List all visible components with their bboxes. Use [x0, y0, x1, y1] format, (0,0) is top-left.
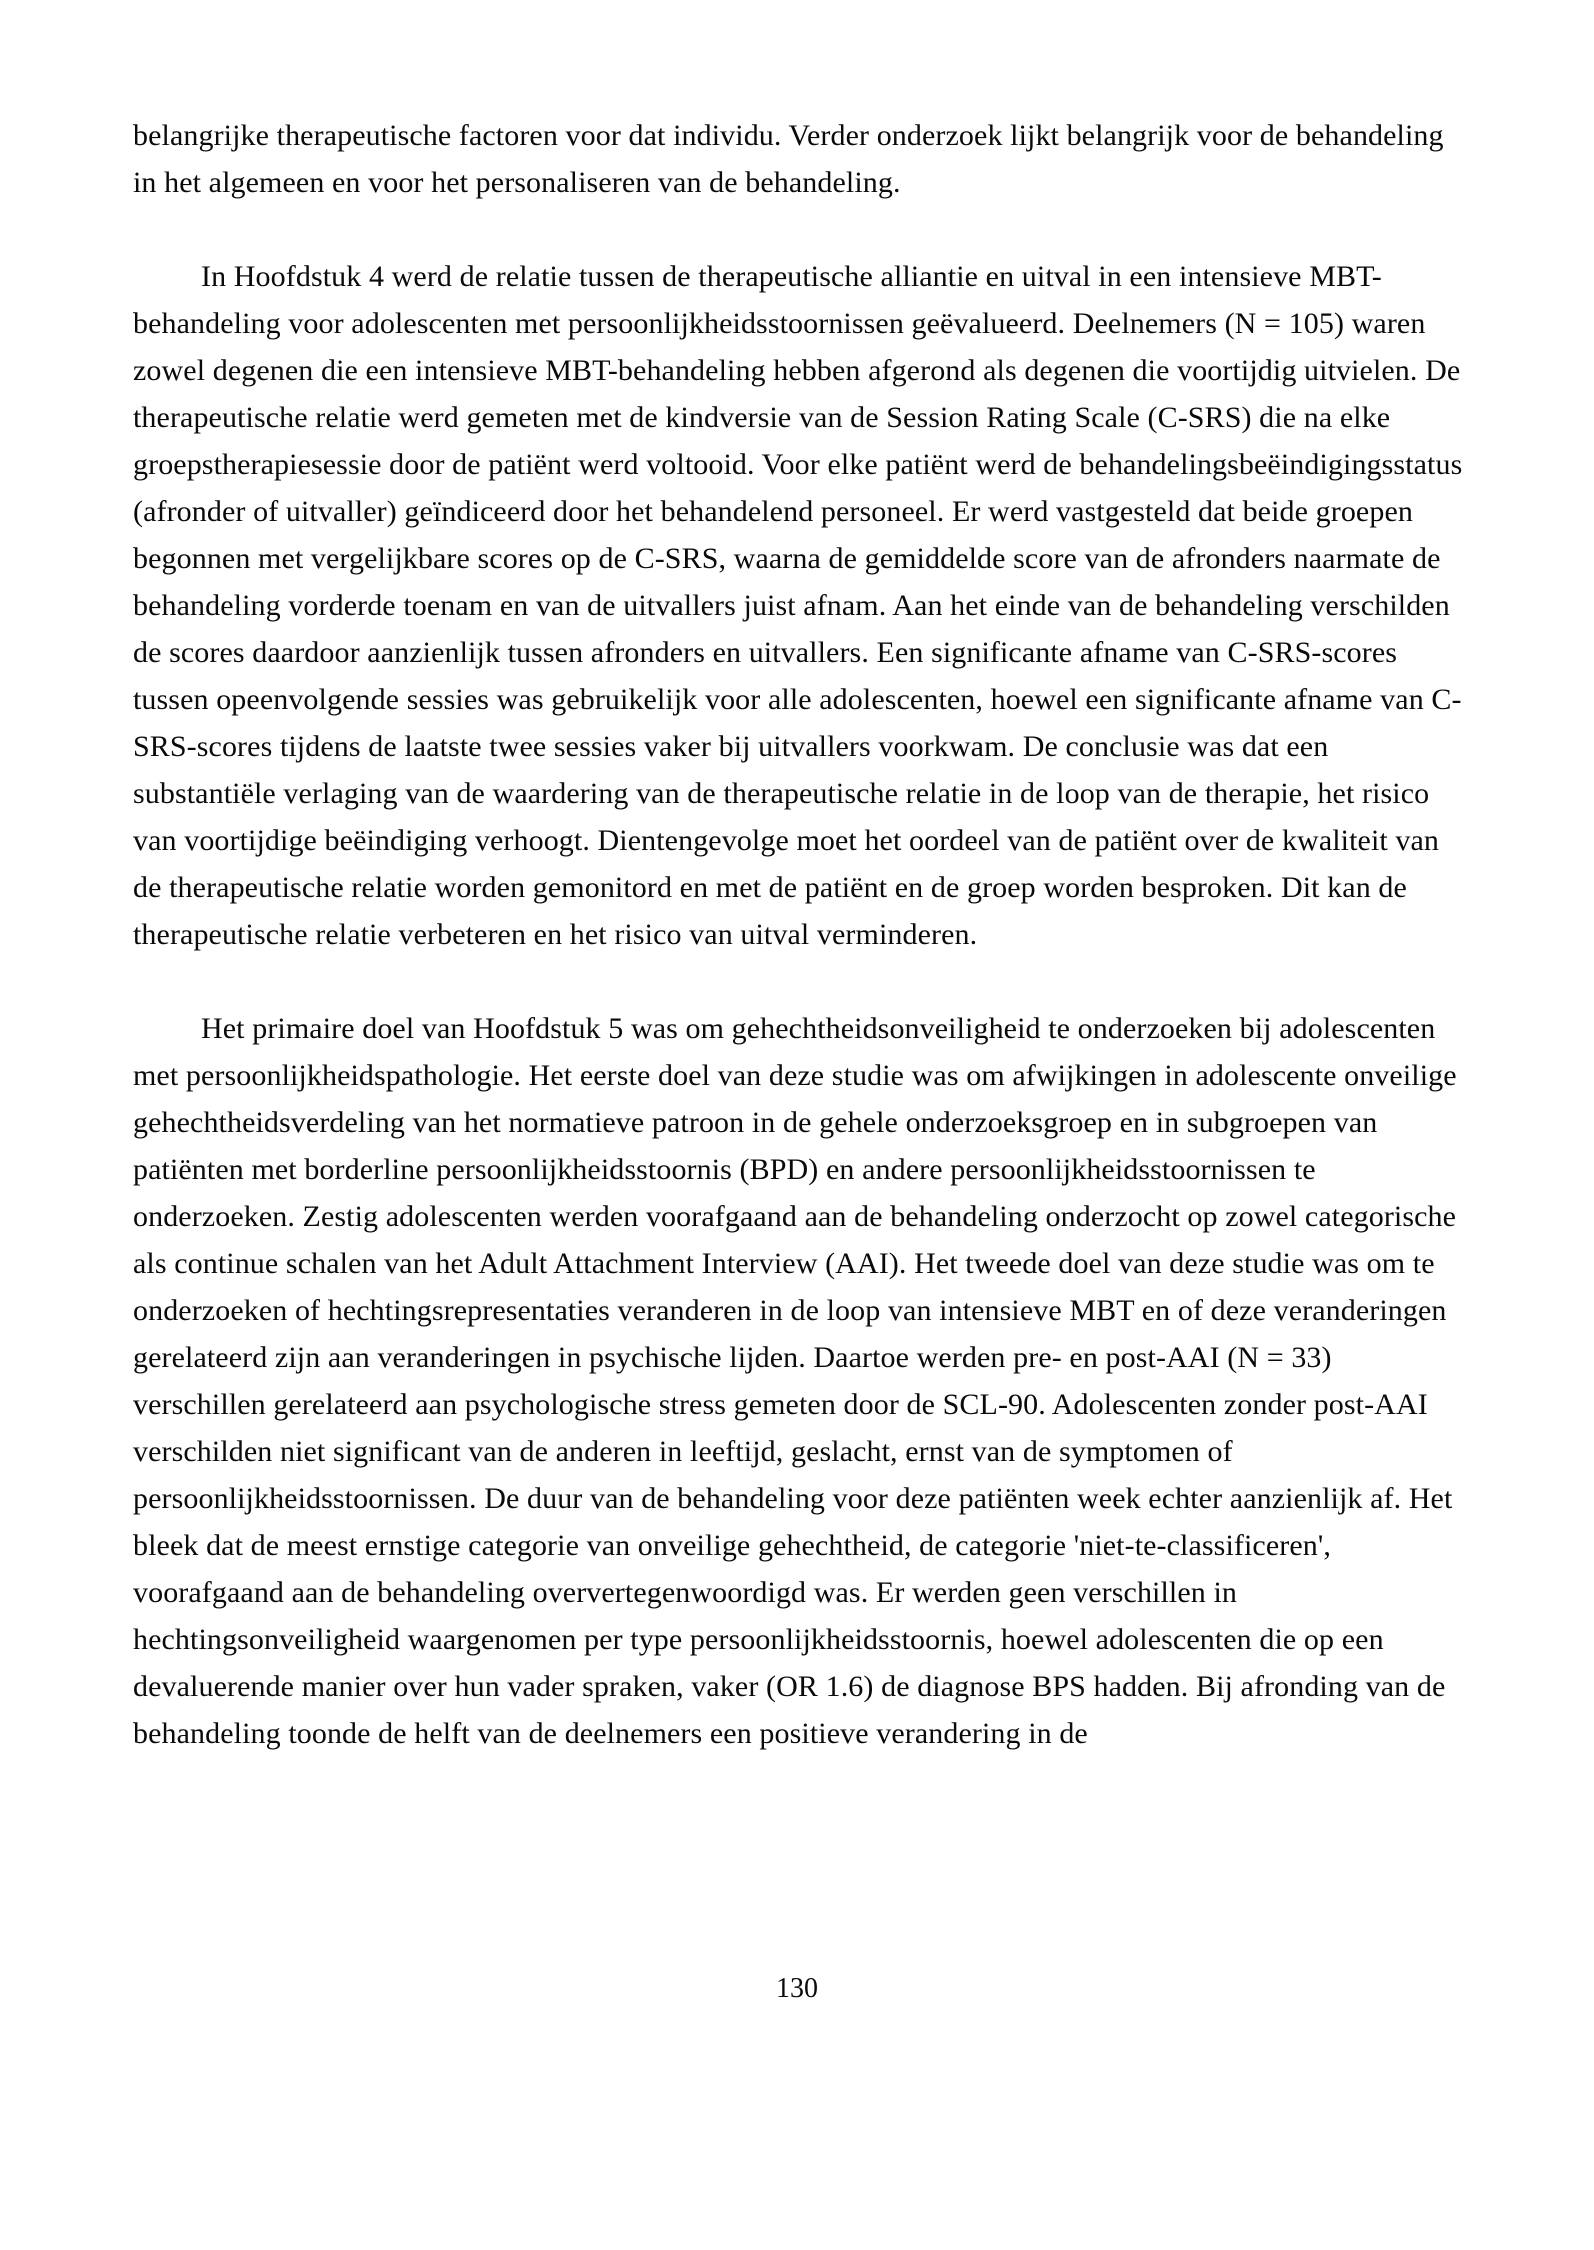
page-number: 130 — [776, 1973, 818, 2004]
paragraph-continuation: belangrijke therapeutische factoren voor dat individu. Verder onderzoek lijkt belangrijk voor de behandeling in het algemeen en voor het personaliseren van de behandeling. — [133, 119, 1444, 199]
paragraph-hoofdstuk-4: In Hoofdstuk 4 werd de relatie tussen de therapeutische alliantie en uitval in een intensieve MBT-behandeling voor adolescenten met persoonlijkheidsstoornissen geëvalueerd. Deelnemers (N = 105) waren zowel degenen die een intensieve MBT-behandeling hebben afgerond als degenen die voortijdig uitvielen. De therapeutische relatie werd gemeten met de kindversie van de Session Rating Scale (C-SRS) die na elke groepstherapiesessie door de patiënt werd voltooid. Voor elke patiënt werd de behandelingsbeëindigingsstatus (afronder of uitvaller) geïndiceerd door het behandelend personeel. Er werd vastgesteld dat beide groepen begonnen met vergelijkbare scores op de C-SRS, waarna de gemiddelde score van de afronders naarmate de behandeling vorderde toenam en van de uitvallers juist afnam. Aan het einde van de behandeling verschilden de scores daardoor aanzienlijk tussen afronders en uitvallers. Een significante afname van C-SRS-scores tussen opeenvolgende sessies was gebruikelijk voor alle adolescenten, hoewel een significante afname van C-SRS-scores tijdens de laatste twee sessies vaker bij uitvallers voorkwam. De conclusie was dat een substantiële verlaging van de waardering van de therapeutische relatie in de loop van de therapie, het risico van voortijdige beëindiging verhoogt. Dientengevolge moet het oordeel van de patiënt over de kwaliteit van de therapeutische relatie worden gemonitord en met de patiënt en de groep worden besproken. Dit kan de therapeutische relatie verbeteren en het risico van uitval verminderen. — [133, 260, 1463, 951]
body-text — [133, 112, 1467, 1757]
paragraph-hoofdstuk-5: Het primaire doel van Hoofdstuk 5 was om gehechtheidsonveiligheid te onderzoeken bij adolescenten met persoonlijkheidspathologie. Het eerste doel van deze studie was om afwijkingen in adolescente onveilige gehechtheidsverdeling van het normatieve patroon in de gehele onderzoeksgroep en in subgroepen van patiënten met borderline persoonlijkheidsstoornis (BPD) en andere persoonlijkheidsstoornissen te onderzoeken. Zestig adolescenten werden voorafgaand aan de behandeling onderzocht op zowel categorische als continue schalen van het Adult Attachment Interview (AAI). Het tweede doel van deze studie was om te onderzoeken of hechtingsrepresentaties veranderen in de loop van intensieve MBT en of deze veranderingen gerelateerd zijn aan veranderingen in psychische lijden. Daartoe werden pre- en post-AAI (N = 33) verschillen gerelateerd aan psychologische stress gemeten door de SCL-90. Adolescenten zonder post-AAI verschilden niet significant van de anderen in leeftijd, geslacht, ernst van de symptomen of persoonlijkheidsstoornissen. De duur van de behandeling voor deze patiënten week echter aanzienlijk af. Het bleek dat de meest ernstige categorie van onveilige gehechtheid, de categorie 'niet-te-classificeren', voorafgaand aan de behandeling oververtegenwoordigd was. Er werden geen verschillen in hechtingsonveiligheid waargenomen per type persoonlijkheidsstoornis, hoewel adolescenten die op een devaluerende manier over hun vader spraken, vaker (OR 1.6) de diagnose BPS hadden. Bij afronding van de behandeling toonde de helft van de deelnemers een positieve verandering in de — [133, 1012, 1457, 1750]
